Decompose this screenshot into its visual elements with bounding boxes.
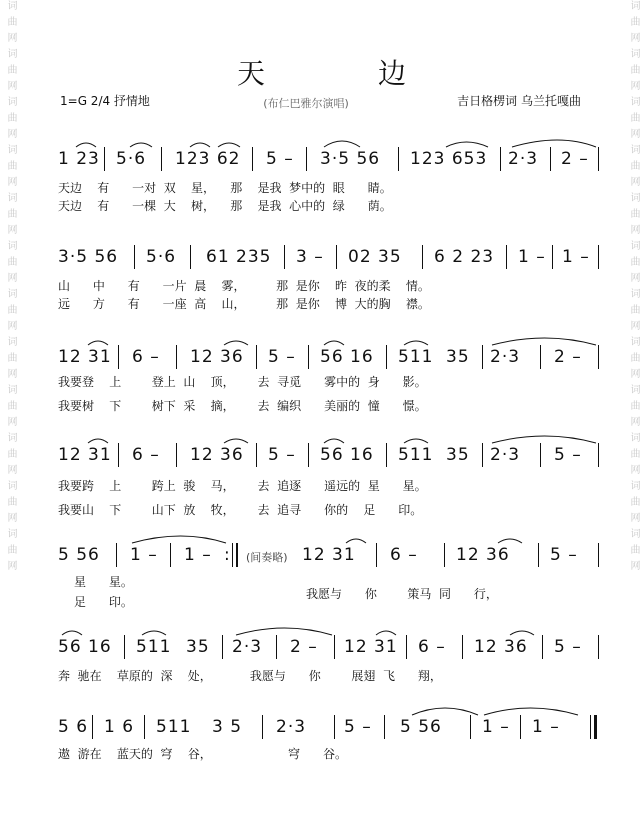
barline bbox=[334, 635, 335, 659]
bar-2: 1 6 bbox=[104, 717, 135, 737]
notes-row bbox=[0, 243, 643, 269]
bar-6: 6 2 23 bbox=[434, 247, 495, 267]
barline bbox=[552, 245, 553, 269]
bar-7: 2·3 bbox=[490, 347, 521, 367]
lyrics-line: 奔 驰在 草原的 深 处， 我愿与 你 展翅 飞 翔， bbox=[58, 669, 442, 683]
barline bbox=[598, 635, 599, 659]
bar-5: 56 16 bbox=[320, 445, 374, 465]
bar-6: 5 56 bbox=[400, 717, 442, 737]
barline bbox=[256, 345, 257, 369]
barline bbox=[118, 345, 119, 369]
bar-6b: 35 bbox=[446, 445, 470, 465]
barline bbox=[222, 635, 223, 659]
barline bbox=[506, 245, 507, 269]
bar-3: 511 bbox=[156, 717, 192, 737]
barline bbox=[284, 245, 285, 269]
barline bbox=[384, 715, 385, 739]
barline bbox=[540, 443, 541, 467]
watermark-left: 词曲网词曲网词曲网词曲网词曲网词曲网词曲网词曲网词曲网词曲网词曲网词曲网 bbox=[5, 0, 16, 576]
song-title: 天 边 bbox=[237, 57, 458, 90]
barline bbox=[308, 443, 309, 467]
lyrics-verse-1: 我要跨 上 跨上 骏 马， 去 追逐 遥远的 星 星。 bbox=[58, 479, 427, 493]
bar-1: 5 56 bbox=[58, 545, 100, 565]
bar-1: 1 23 bbox=[58, 149, 100, 169]
lyrics-line: 遨 游在 蓝天的 穹 谷， 穹 谷。 bbox=[58, 747, 347, 761]
barline bbox=[598, 245, 599, 269]
bar-5: 6 – bbox=[390, 545, 418, 565]
barline bbox=[470, 715, 471, 739]
bar-4: 2 – bbox=[290, 637, 318, 657]
barline bbox=[590, 715, 591, 739]
bar-5: 56 16 bbox=[320, 347, 374, 367]
lyrics-verse-1: 山 中 有 一片 晨 雾， 那 是你 昨 夜的柔 情。 bbox=[58, 279, 430, 293]
barline bbox=[252, 147, 253, 171]
barline bbox=[482, 345, 483, 369]
lyrics-verse-2: 远 方 有 一座 高 山， 那 是你 博 大的胸 襟。 bbox=[58, 297, 430, 311]
bar-1: 56 16 bbox=[58, 637, 112, 657]
bar-4: 3 – bbox=[296, 247, 324, 267]
barline bbox=[376, 543, 377, 567]
bar-1: 12 31 bbox=[58, 347, 112, 367]
bar-3: 12 36 bbox=[190, 445, 244, 465]
bar-4: 5 – bbox=[268, 347, 296, 367]
barline bbox=[542, 635, 543, 659]
barline bbox=[336, 245, 337, 269]
bar-8: 2 – bbox=[561, 149, 589, 169]
bar-2: 511 bbox=[136, 637, 172, 657]
notes-row bbox=[0, 541, 643, 567]
bar-3: 2·3 bbox=[232, 637, 263, 657]
bar-3: 123 62 bbox=[175, 149, 241, 169]
barline bbox=[598, 147, 599, 171]
barline bbox=[306, 147, 307, 171]
bar-5: 3·5 56 bbox=[320, 149, 381, 169]
barline bbox=[236, 543, 238, 567]
barline bbox=[161, 147, 162, 171]
barline bbox=[538, 543, 539, 567]
bar-7: 1 – bbox=[482, 717, 510, 737]
bar-2b: 35 bbox=[186, 637, 210, 657]
bar-7: 12 36 bbox=[474, 637, 528, 657]
barline bbox=[462, 635, 463, 659]
barline bbox=[118, 443, 119, 467]
bar-4: 5 – bbox=[266, 149, 294, 169]
bar-2: 6 – bbox=[132, 445, 160, 465]
interlude-note: (间奏略) bbox=[246, 551, 288, 564]
lyrics-verse-2: 天边 有 一棵 大 树， 那 是我 心中的 绿 荫。 bbox=[58, 199, 392, 213]
barline bbox=[144, 715, 145, 739]
barline bbox=[406, 635, 407, 659]
lyrics-refrain: 我愿与 你 策马 同 行， bbox=[306, 587, 498, 601]
barline bbox=[386, 345, 387, 369]
barline bbox=[176, 345, 177, 369]
barline bbox=[176, 443, 177, 467]
barline bbox=[190, 245, 191, 269]
watermark-right: 词曲网词曲网词曲网词曲网词曲网词曲网词曲网词曲网词曲网词曲网词曲网词曲网 bbox=[628, 0, 639, 576]
key-meter-mood: 1=G 2/4 抒情地 bbox=[60, 94, 150, 108]
barline bbox=[482, 443, 483, 467]
lyrics-verse-2: 足 印。 bbox=[74, 595, 133, 609]
barline bbox=[550, 147, 551, 171]
barline bbox=[520, 715, 521, 739]
barline bbox=[262, 715, 263, 739]
notes-row bbox=[0, 441, 643, 467]
bar-5: 12 31 bbox=[344, 637, 398, 657]
bar-5: 5 – bbox=[344, 717, 372, 737]
barline bbox=[124, 635, 125, 659]
notes-row bbox=[0, 145, 643, 171]
bar-6: 12 36 bbox=[456, 545, 510, 565]
bar-2: 1 – bbox=[130, 545, 158, 565]
bar-5: 02 35 bbox=[348, 247, 402, 267]
bar-6b: 35 bbox=[446, 347, 470, 367]
bar-6: 511 bbox=[398, 347, 434, 367]
barline bbox=[276, 635, 277, 659]
notes-row bbox=[0, 343, 643, 369]
bar-1: 12 31 bbox=[58, 445, 112, 465]
bar-3b: 3 5 bbox=[212, 717, 243, 737]
bar-2: 5·6 bbox=[146, 247, 177, 267]
bar-2: 6 – bbox=[132, 347, 160, 367]
barline bbox=[308, 345, 309, 369]
barline bbox=[92, 715, 93, 739]
bar-8: 2 – bbox=[554, 347, 582, 367]
bar-7: 2·3 bbox=[508, 149, 539, 169]
bar-6: 123 653 bbox=[410, 149, 488, 169]
barline bbox=[598, 345, 599, 369]
barline bbox=[104, 147, 105, 171]
bar-1: 5 6 bbox=[58, 717, 89, 737]
singer-credit: (布仁巴雅尔演唱) bbox=[263, 97, 349, 110]
bar-7: 2·3 bbox=[490, 445, 521, 465]
bar-8: 1 – bbox=[562, 247, 590, 267]
barline bbox=[444, 543, 445, 567]
barline bbox=[398, 147, 399, 171]
barline bbox=[422, 245, 423, 269]
bar-8: 5 – bbox=[554, 445, 582, 465]
lyrics-verse-1: 星 星。 bbox=[74, 575, 133, 589]
repeat-sign: : bbox=[224, 545, 230, 565]
lyrics-verse-2: 我要山 下 山下 放 牧， 去 追寻 你的 足 印。 bbox=[58, 503, 423, 517]
notes-row bbox=[0, 633, 643, 659]
bar-4: 2·3 bbox=[276, 717, 307, 737]
bar-8: 5 – bbox=[554, 637, 582, 657]
barline bbox=[134, 245, 135, 269]
bar-3: 12 36 bbox=[190, 347, 244, 367]
barline bbox=[256, 443, 257, 467]
bar-7: 1 – bbox=[518, 247, 546, 267]
bar-4: 5 – bbox=[268, 445, 296, 465]
barline bbox=[500, 147, 501, 171]
final-barline bbox=[594, 715, 597, 739]
lyrics-verse-1: 我要登 上 登上 山 顶， 去 寻觅 雾中的 身 影。 bbox=[58, 375, 427, 389]
bar-7: 5 – bbox=[550, 545, 578, 565]
barline bbox=[386, 443, 387, 467]
lyrics-verse-2: 我要树 下 树下 采 摘， 去 编织 美丽的 憧 憬。 bbox=[58, 399, 427, 413]
lyrics-verse-1: 天边 有 一对 双 星， 那 是我 梦中的 眼 睛。 bbox=[58, 181, 392, 195]
bar-3: 61 235 bbox=[206, 247, 272, 267]
bar-2: 5·6 bbox=[116, 149, 147, 169]
barline bbox=[540, 345, 541, 369]
barline bbox=[598, 443, 599, 467]
barline bbox=[170, 543, 171, 567]
barline bbox=[598, 543, 599, 567]
bar-8: 1 – bbox=[532, 717, 560, 737]
bar-6: 6 – bbox=[418, 637, 446, 657]
notes-row bbox=[0, 713, 643, 739]
bar-1: 3·5 56 bbox=[58, 247, 119, 267]
bar-4: 12 31 bbox=[302, 545, 356, 565]
composer-credits: 吉日格楞词 乌兰托嘎曲 bbox=[457, 94, 581, 108]
barline bbox=[334, 715, 335, 739]
bar-3: 1 – bbox=[184, 545, 212, 565]
bar-6: 511 bbox=[398, 445, 434, 465]
barline bbox=[232, 543, 233, 567]
barline bbox=[116, 543, 117, 567]
